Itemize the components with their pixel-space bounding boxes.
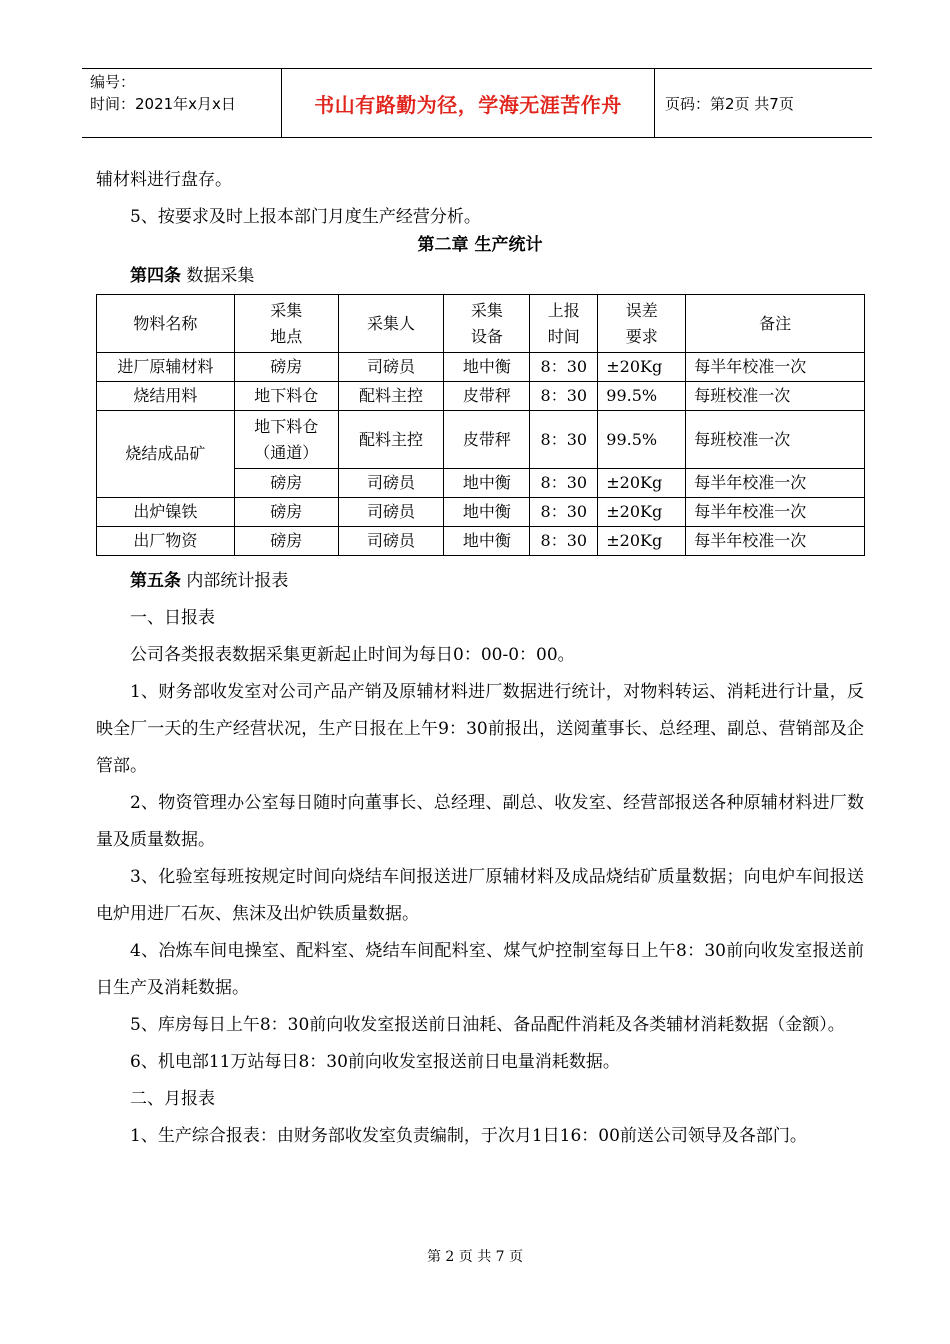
article-5-label: 第五条 bbox=[130, 571, 181, 591]
daily-para-6: 6、机电部11万站每日8：30前向收发室报送前日电量消耗数据。 bbox=[130, 1052, 620, 1072]
cell-device: 地中衡 bbox=[444, 469, 530, 498]
intro-block bbox=[96, 162, 864, 236]
cell-device: 皮带秤 bbox=[444, 411, 530, 469]
cell-person: 司磅员 bbox=[338, 469, 444, 498]
cell-person: 司磅员 bbox=[338, 353, 444, 382]
cell-time: 8：30 bbox=[530, 498, 598, 527]
cell-name: 出炉镍铁 bbox=[97, 498, 235, 527]
cell-name: 烧结用料 bbox=[97, 382, 235, 411]
cell-error: ±20Kg bbox=[598, 469, 686, 498]
article-4-title: 数据采集 bbox=[186, 266, 255, 286]
cell-name: 进厂原辅材料 bbox=[97, 353, 235, 382]
header-material-name: 物料名称 bbox=[97, 295, 235, 353]
cell-place-line1: 地下料仓 bbox=[254, 416, 319, 436]
cell-remark: 每班校准一次 bbox=[686, 382, 865, 411]
table-row bbox=[97, 353, 865, 382]
article-5-title: 内部统计报表 bbox=[186, 571, 289, 591]
cell-person: 配料主控 bbox=[338, 411, 444, 469]
header-device-line1: 采集 bbox=[470, 300, 503, 320]
doc-number-label: 编号： bbox=[90, 73, 136, 91]
header-place bbox=[234, 295, 338, 353]
header-time bbox=[530, 295, 598, 353]
daily-para-2: 2、物资管理办公室每日随时向董事长、总经理、副总、收发室、经营部报送各种原辅材料进厂数量及质量数据。 bbox=[96, 793, 864, 850]
intro-line-2: 5、按要求及时上报本部门月度生产经营分析。 bbox=[130, 207, 481, 227]
table-row bbox=[97, 411, 865, 469]
header-page-info: 页码：第2页 共7页 bbox=[665, 94, 794, 113]
cell-remark: 每半年校准一次 bbox=[686, 353, 865, 382]
daily-para-1: 1、财务部收发室对公司产品产销及原辅材料进厂数据进行统计，对物料转运、消耗进行计量，反映全厂一天的生产经营状况，生产日报在上午9：30前报出，送阅董事长、总经理、副总、营销部及企管部。 bbox=[96, 682, 864, 776]
daily-heading: 一、日报表 bbox=[130, 608, 215, 628]
cell-error: ±20Kg bbox=[598, 527, 686, 556]
cell-name: 出厂物资 bbox=[97, 527, 235, 556]
article-4-heading bbox=[96, 258, 864, 295]
table-header-row bbox=[97, 295, 865, 353]
cell-place bbox=[234, 411, 338, 469]
header-person: 采集人 bbox=[338, 295, 444, 353]
intro-line-1: 辅材料进行盘存。 bbox=[96, 170, 232, 190]
header-place-line2: 地点 bbox=[270, 326, 303, 346]
daily-para-3: 3、化验室每班按规定时间向烧结车间报送进厂原辅材料及成品烧结矿质量数据；向电炉车间报送电炉用进厂石灰、焦沫及出炉铁质量数据。 bbox=[96, 867, 864, 924]
cell-place: 磅房 bbox=[234, 353, 338, 382]
cell-time: 8：30 bbox=[530, 353, 598, 382]
header-error bbox=[598, 295, 686, 353]
header-error-line1: 误差 bbox=[625, 300, 658, 320]
article-5-section bbox=[96, 563, 864, 1155]
cell-remark: 每班校准一次 bbox=[686, 411, 865, 469]
chapter-title: 第二章 生产统计 bbox=[417, 235, 543, 255]
cell-device: 皮带秤 bbox=[444, 382, 530, 411]
cell-time: 8：30 bbox=[530, 382, 598, 411]
header-error-line2: 要求 bbox=[625, 326, 658, 346]
header-device bbox=[444, 295, 530, 353]
header-device-line2: 设备 bbox=[470, 326, 503, 346]
cell-error: 99.5% bbox=[598, 411, 686, 469]
cell-device: 地中衡 bbox=[444, 527, 530, 556]
monthly-para-1: 1、生产综合报表：由财务部收发室负责编制，于次月1日16：00前送公司领导及各部门。 bbox=[130, 1126, 807, 1146]
cell-place: 地下料仓 bbox=[234, 382, 338, 411]
cell-remark: 每半年校准一次 bbox=[686, 498, 865, 527]
cell-remark: 每半年校准一次 bbox=[686, 469, 865, 498]
monthly-heading: 二、月报表 bbox=[130, 1089, 215, 1109]
cell-remark: 每半年校准一次 bbox=[686, 527, 865, 556]
cell-time: 8：30 bbox=[530, 527, 598, 556]
daily-para-0: 公司各类报表数据采集更新起止时间为每日0：00-0：00。 bbox=[130, 645, 575, 665]
cell-time: 8：30 bbox=[530, 469, 598, 498]
cell-name: 烧结成品矿 bbox=[97, 411, 235, 498]
cell-person: 司磅员 bbox=[338, 498, 444, 527]
cell-place: 磅房 bbox=[234, 527, 338, 556]
cell-error: ±20Kg bbox=[598, 353, 686, 382]
header-left-cell bbox=[82, 69, 282, 137]
cell-person: 配料主控 bbox=[338, 382, 444, 411]
cell-place-line2: （通道） bbox=[254, 442, 319, 462]
header-time-line2: 时间 bbox=[547, 326, 580, 346]
cell-device: 地中衡 bbox=[444, 353, 530, 382]
table-row bbox=[97, 498, 865, 527]
daily-para-4: 4、冶炼车间电操室、配料室、烧结车间配料室、煤气炉控制室每日上午8：30前向收发室报送前日生产及消耗数据。 bbox=[96, 941, 864, 998]
page-header bbox=[82, 68, 872, 138]
article-4-label: 第四条 bbox=[130, 266, 181, 286]
cell-place: 磅房 bbox=[234, 498, 338, 527]
cell-error: ±20Kg bbox=[598, 498, 686, 527]
cell-person: 司磅员 bbox=[338, 527, 444, 556]
header-place-line1: 采集 bbox=[270, 300, 303, 320]
cell-device: 地中衡 bbox=[444, 498, 530, 527]
page-footer: 第 2 页 共 7 页 bbox=[426, 1249, 524, 1265]
table-row bbox=[97, 382, 865, 411]
header-time-line1: 上报 bbox=[547, 300, 580, 320]
cell-error: 99.5% bbox=[598, 382, 686, 411]
daily-para-5: 5、库房每日上午8：30前向收发室报送前日油耗、备品配件消耗及各类辅材消耗数据（金额）。 bbox=[130, 1015, 845, 1035]
header-remark: 备注 bbox=[686, 295, 865, 353]
data-collection-table bbox=[96, 294, 865, 556]
cell-place: 磅房 bbox=[234, 469, 338, 498]
header-motto: 书山有路勤为径，学海无涯苦作舟 bbox=[282, 69, 655, 137]
date-label: 时间：2021年x月x日 bbox=[90, 95, 236, 113]
table-row bbox=[97, 527, 865, 556]
cell-time: 8：30 bbox=[530, 411, 598, 469]
